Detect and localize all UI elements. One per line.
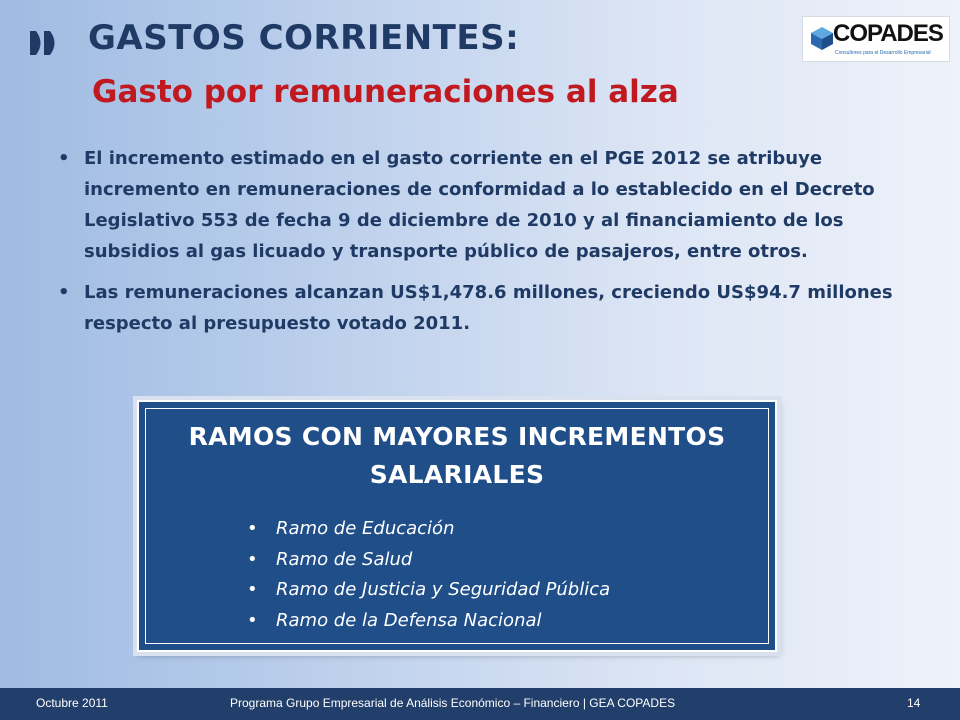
callout-box xyxy=(137,400,777,652)
bullet-item: • Las remuneraciones alcanzan US$1,478.6 millones, creciendo US$94.7 millones respecto al presupuesto votado 2011. xyxy=(52,277,932,339)
footer-bar xyxy=(0,688,960,720)
logo-name: COPADES xyxy=(833,20,943,47)
callout-item: • Ramo de Salud xyxy=(245,545,610,576)
callout-item: • Ramo de Educación xyxy=(245,514,610,545)
callout-list xyxy=(245,514,610,636)
callout-item: • Ramo de Justicia y Seguridad Pública xyxy=(245,575,610,606)
footer-program: Programa Grupo Empresarial de Análisis Económico – Financiero | GEA COPADES xyxy=(230,696,676,710)
bullet-item: • El incremento estimado en el gasto corriente en el PGE 2012 se atribuye incremento en remuneraciones de conformidad a lo establecido en el Decreto Legislativo 553 de fecha 9 de diciembre de 2010 y al financiamiento de los subsidios al gas licuado y transporte público de pasajeros, entre otros. xyxy=(52,143,932,267)
page-number: 14 xyxy=(907,696,921,710)
slide-title: GASTOS CORRIENTES: xyxy=(88,18,520,58)
double-chevron-icon xyxy=(27,30,75,56)
logo-tagline: Consultores para el Desarrollo Empresarial xyxy=(835,50,931,56)
main-bullet-list xyxy=(52,143,932,349)
logo-cube-icon xyxy=(809,25,835,51)
callout-item: • Ramo de la Defensa Nacional xyxy=(245,606,610,637)
copades-logo xyxy=(802,16,950,62)
callout-title: RAMOS CON MAYORES INCREMENTOS SALARIALES xyxy=(188,422,726,489)
footer-date: Octubre 2011 xyxy=(36,696,108,710)
slide-subtitle: Gasto por remuneraciones al alza xyxy=(92,74,679,110)
